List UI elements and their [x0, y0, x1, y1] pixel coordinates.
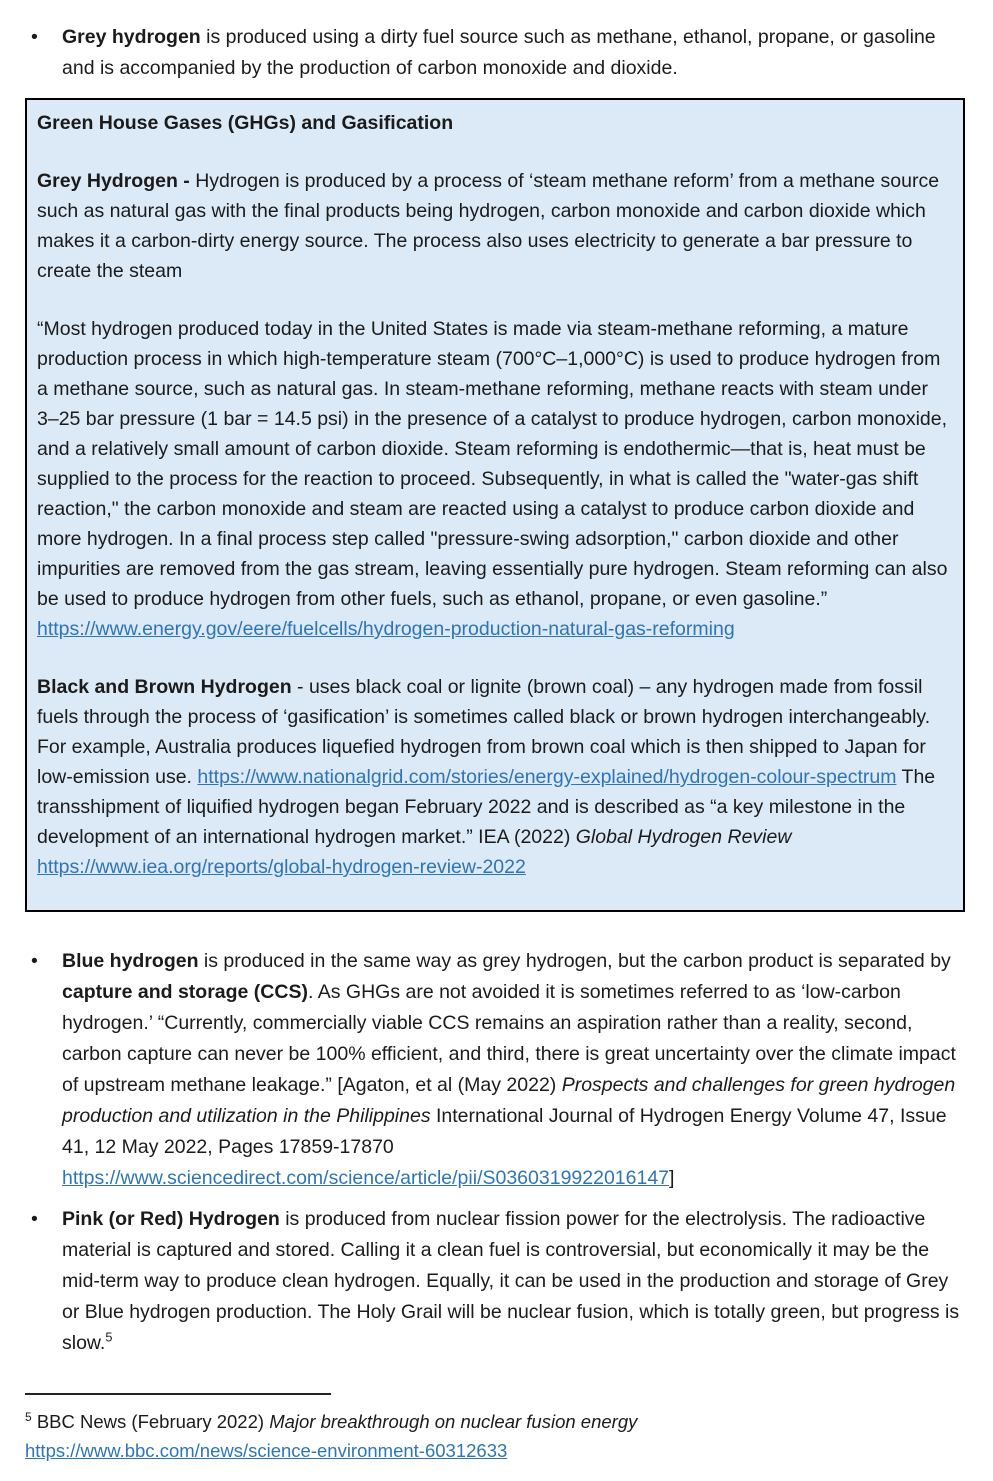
grey-hydrogen-paragraph-body: Hydrogen is produced by a process of ‘steam methane reform’ from a methane source such as natural gas with the final products being hydrogen, carbon monoxide and carbon dioxide which makes it a carbon-dirty energy source. The process also uses electricity to generate a bar pressure to create the steam: [37, 170, 940, 282]
bullet-grey-hydrogen: [25, 22, 966, 84]
black-brown-body-2: The transshipment of liquified hydrogen began February 2022 and is described as “a key milestone in the development of an international hydrogen market.” IEA (2022): [37, 766, 936, 848]
footnote-text: [25, 1407, 966, 1436]
footnote-reference: 5: [105, 1330, 113, 1345]
blue-hydrogen-body-2: . As GHGs are not avoided it is sometimes referred to as ‘low-carbon hydrogen.’ “Currently, commercially viable CCS remains an aspiration rather than a reality, second, carbon capture can never be 100% efficient, and third, there is great uncertainty over the climate impact of upstream methane leakage.” [Agaton, et al (May 2022): [62, 981, 956, 1096]
bullet-icon: •: [31, 26, 38, 48]
grey-hydrogen-paragraph: [37, 166, 951, 286]
footnote-divider: [25, 1393, 331, 1395]
grey-hydrogen-heading: Grey Hydrogen -: [37, 170, 196, 192]
energy-gov-link[interactable]: https://www.energy.gov/eere/fuelcells/hydrogen-production-natural-gas-reforming: [37, 618, 735, 640]
grey-hydrogen-term: Grey hydrogen: [62, 26, 201, 48]
ccs-term: capture and storage (CCS): [62, 981, 308, 1003]
pink-hydrogen-body: is produced from nuclear fission power for the electrolysis. The radioactive material is captured and stored. Calling it a clean fuel is controversial, but economically it may be the mid-term way to produce clean hydrogen. Equally, it can be used in the production and storage of Grey or Blue hydrogen production. The Holy Grail will be nuclear fusion, which is totally green, but progress is slow.: [62, 1208, 960, 1354]
footnote-body: BBC News (February 2022): [31, 1411, 270, 1432]
nationalgrid-link[interactable]: https://www.nationalgrid.com/stories/energy-explained/hydrogen-colour-spectrum: [197, 766, 897, 788]
sciencedirect-link[interactable]: https://www.sciencedirect.com/science/article/pii/S0360319922016147: [62, 1167, 670, 1189]
pink-hydrogen-term: Pink (or Red) Hydrogen: [62, 1208, 280, 1230]
blue-hydrogen-term: Blue hydrogen: [62, 950, 199, 972]
footnote-section: [25, 1393, 966, 1465]
bullet-pink-hydrogen: [25, 1204, 966, 1359]
bbc-news-link[interactable]: https://www.bbc.com/news/science-environment-60312633: [25, 1440, 508, 1461]
bullet-icon: •: [31, 950, 38, 972]
bullet-icon: •: [31, 1208, 38, 1230]
footnote-number: 5: [25, 1409, 32, 1424]
blue-hydrogen-body-4: ]: [669, 1167, 675, 1189]
iea-report-link[interactable]: https://www.iea.org/reports/global-hydrogen-review-2022: [37, 856, 526, 878]
black-brown-heading: Black and Brown Hydrogen: [37, 676, 292, 698]
box-title: Green House Gases (GHGs) and Gasification: [37, 112, 454, 134]
black-brown-paragraph: [37, 672, 951, 882]
steam-reforming-quote: “Most hydrogen produced today in the United States is made via steam-methane reforming, a mature production process in which high-temperature steam (700°C–1,000°C) is used to produce hydrogen from a methane source, such as natural gas. In steam-methane reforming, methane reacts with steam under 3–25 bar pressure (1 bar = 14.5 psi) in the presence of a catalyst to produce hydrogen, carbon monoxide, and a relatively small amount of carbon dioxide. Steam reforming is endothermic—that is, heat must be supplied to the process for the reaction to proceed. Subsequently, in what is called the "water-gas shift reaction," the carbon monoxide and steam are reacted using a catalyst to produce carbon dioxide and more hydrogen. In a final process step called "pressure-swing adsorption," carbon dioxide and other impurities are removed from the gas stream, leaving essentially pure hydrogen. Steam reforming can also be used to produce hydrogen from other fuels, such as ethanol, propane, or even gasoline.”: [37, 318, 948, 610]
global-hydrogen-review-title: Global Hydrogen Review: [575, 826, 792, 848]
pink-hydrogen-bullet-text: [62, 1204, 966, 1359]
ghg-gasification-box: [25, 98, 965, 912]
blue-hydrogen-body-3: International Journal of Hydrogen Energy Volume 47, Issue 41, 12 May 2022, Pages 17859-17870: [62, 1105, 947, 1158]
grey-hydrogen-body: is produced using a dirty fuel source such as methane, ethanol, propane, or gasoline and is accompanied by the production of carbon monoxide and dioxide.: [62, 26, 936, 79]
steam-reforming-quote-paragraph: [37, 314, 951, 644]
footnote-link-line: [25, 1436, 966, 1465]
black-brown-body-1: - uses black coal or lignite (brown coal) – any hydrogen made from fossil fuels through the process of ‘gasification’ is sometimes called black or brown hydrogen interchangeably. For example, Australia produces liquefied hydrogen from brown coal which is then shipped to Japan for low-emission use.: [37, 676, 931, 788]
grey-hydrogen-bullet-text: [62, 22, 966, 84]
agaton-article-title: Prospects and challenges for green hydrogen production and utilization in the Philippines: [62, 1074, 956, 1127]
blue-hydrogen-body-1: is produced in the same way as grey hydrogen, but the carbon product is separated by: [198, 950, 951, 972]
bbc-article-title: Major breakthrough on nuclear fusion energy: [269, 1411, 638, 1432]
bullet-blue-hydrogen: [25, 946, 966, 1194]
blue-hydrogen-bullet-text: [62, 946, 966, 1194]
